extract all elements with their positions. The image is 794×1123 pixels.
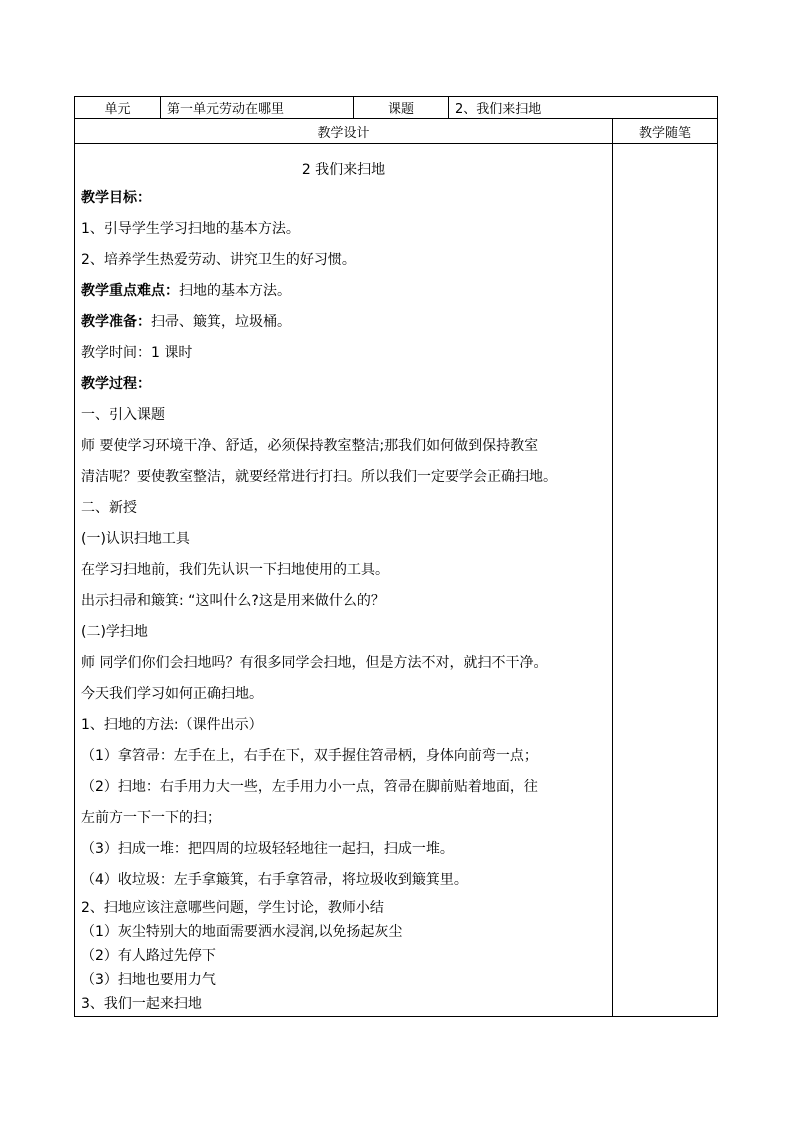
goal-1: 1、引导学生学习扫地的基本方法。 [81,221,300,237]
process-heading: 教学过程： [81,376,151,392]
unit-label: 单元 [75,97,161,119]
content-row [75,144,718,1017]
paragraph-4-line-1: 师 同学们你们会扫地吗？有很多同学会扫地，但是方法不对，就扫不干净。 [81,655,548,671]
paragraph-2: 在学习扫地前，我们先认识一下扫地使用的工具。 [81,562,389,578]
notice-heading: 2、扫地应该注意哪些问题，学生讨论，教师小结 [81,900,384,916]
goal-2: 2、培养学生热爱劳动、讲究卫生的好习惯。 [81,252,356,268]
subsection-1: (一)认识扫地工具 [81,531,190,547]
key-text: 扫地的基本方法。 [179,283,291,299]
step-1: （1）拿笤帚：左手在上，右手在下，双手握住笤帚柄，身体向前弯一点； [81,748,538,764]
section-2: 二、新授 [81,500,137,516]
notice-1: （1）灰尘特别大的地面需要洒水浸润,以免扬起灰尘 [81,924,403,940]
preparation [81,307,606,338]
notes-column [613,144,718,1017]
notice-3: （3）扫地也要用力气 [81,972,216,988]
notice-2: （2）有人路过先停下 [81,948,216,964]
lesson-label: 课题 [354,97,449,119]
key-label: 教学重点难点： [81,283,179,299]
section-1: 一、引入课题 [81,407,165,423]
lesson-plan-table [74,96,718,1017]
method-heading: 1、扫地的方法:（课件出示） [81,717,263,733]
lesson-title: 2 我们来扫地 [301,162,386,178]
key-points [81,276,606,307]
lesson-value: 2、我们来扫地 [449,97,718,119]
paragraph-1-line-1: 师 要使学习环境干净、舒适，必须保持教室整洁;那我们如何做到保持教室 [81,438,539,454]
prep-label: 教学准备： [81,314,151,330]
paragraph-4-line-2: 今天我们学习如何正确扫地。 [81,686,263,702]
goals-heading: 教学目标： [81,190,151,206]
time-line: 教学时间：1 课时 [81,345,193,361]
design-content [75,144,613,1017]
unit-value: 第一单元劳动在哪里 [161,97,354,119]
prep-text: 扫帚、簸箕，垃圾桶。 [151,314,291,330]
paragraph-3: 出示扫帚和簸箕: “这叫什么?这是用来做什么的？ [81,593,385,609]
step-3: （3）扫成一堆：把四周的垃圾轻轻地往一起扫，扫成一堆。 [81,841,454,857]
step-4: （4）收垃圾：左手拿簸箕，右手拿笤帚，将垃圾收到簸箕里。 [81,872,468,888]
section-3: 3、我们一起来扫地 [81,996,202,1012]
notes-label: 教学随笔 [613,119,718,144]
subheader-row [75,119,718,144]
subsection-2: (二)学扫地 [81,624,148,640]
header-row [75,97,718,119]
paragraph-1-line-2: 清洁呢？要使教室整洁，就要经常进行打扫。所以我们一定要学会正确扫地。 [81,469,557,485]
step-2-line-1: （2）扫地：右手用力大一些，左手用力小一点，笤帚在脚前贴着地面，往 [81,779,538,795]
step-2-line-2: 左前方一下一下的扫； [81,810,221,826]
design-label: 教学设计 [75,119,613,144]
